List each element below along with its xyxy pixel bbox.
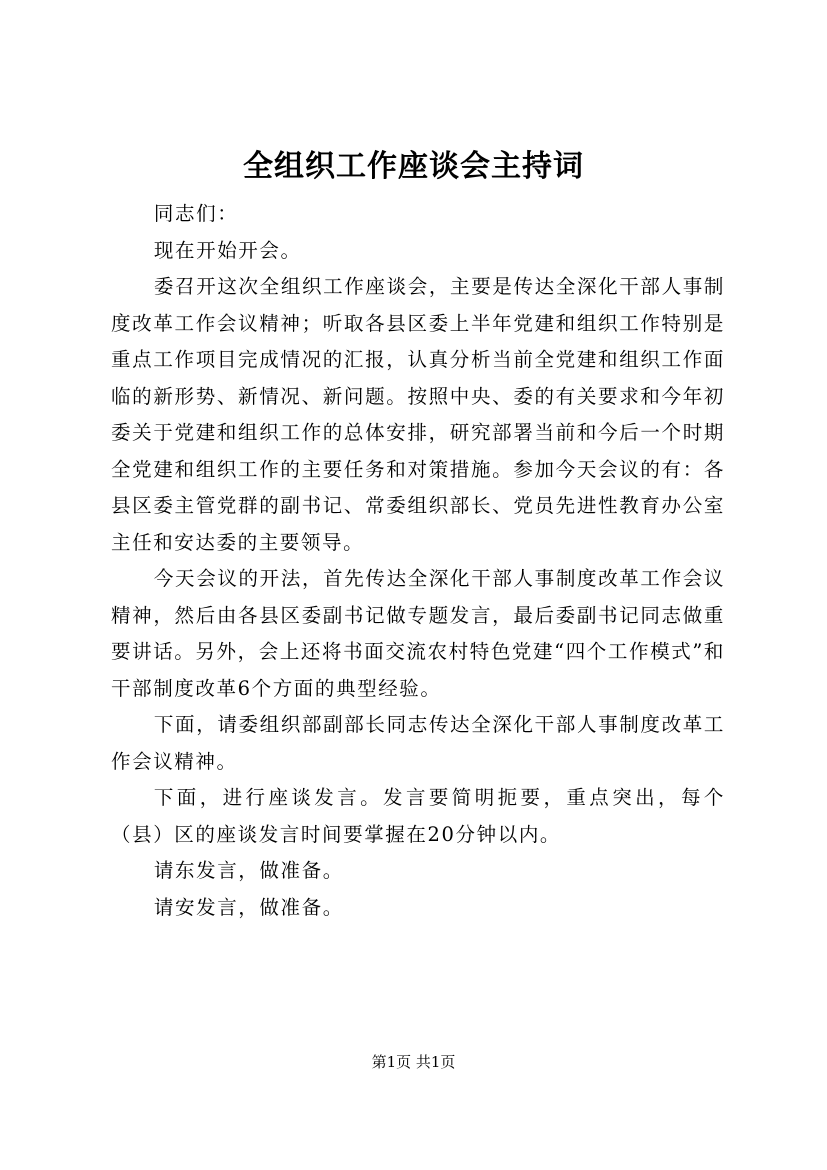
document-title: 全组织工作座谈会主持词	[243, 149, 584, 184]
paragraph-opening: 现在开始开会。	[153, 238, 302, 262]
page-footer: 第1页 共1页	[371, 1053, 456, 1071]
document-body	[111, 196, 725, 926]
paragraph-purpose: 委召开这次全组织工作座谈会，主要是传达全深化干部人事制度改革工作会议精神；听取各县区委上半年党建和组织工作特别是重点工作项目完成情况的汇报，认真分析当前全党建和组织工作面临的新形势、新情况、新问题。按照中央、委的有关要求和今年初委关于党建和组织工作的总体安排，研究部署当前和今后一个时期全党建和组织工作的主要任务和对策措施。参加今天会议的有：各县区委主管党群的副书记、常委组织部长、党员先进性教育办公室主任和安达委的主要领导。	[111, 275, 725, 554]
paragraph-speaker-2: 请安发言，做准备。	[153, 895, 344, 919]
paragraph-speaker-1: 请东发言，做准备。	[153, 859, 344, 882]
paragraph-transmission: 下面，请委组织部副部长同志传达全深化干部人事制度改革工作会议精神。	[111, 713, 725, 773]
paragraph-discussion: 下面，进行座谈发言。发言要简明扼要，重点突出，每个（县）区的座谈发言时间要掌握在20分钟以内。	[111, 786, 725, 846]
paragraph-agenda: 今天会议的开法，首先传达全深化干部人事制度改革工作会议精神，然后由各县区委副书记做专题发言，最后委副书记同志做重要讲话。另外，会上还将书面交流农村特色党建“四个工作模式”和干部制度改革6个方面的典型经验。	[111, 567, 725, 700]
paragraph-salutation: 同志们：	[153, 202, 239, 225]
